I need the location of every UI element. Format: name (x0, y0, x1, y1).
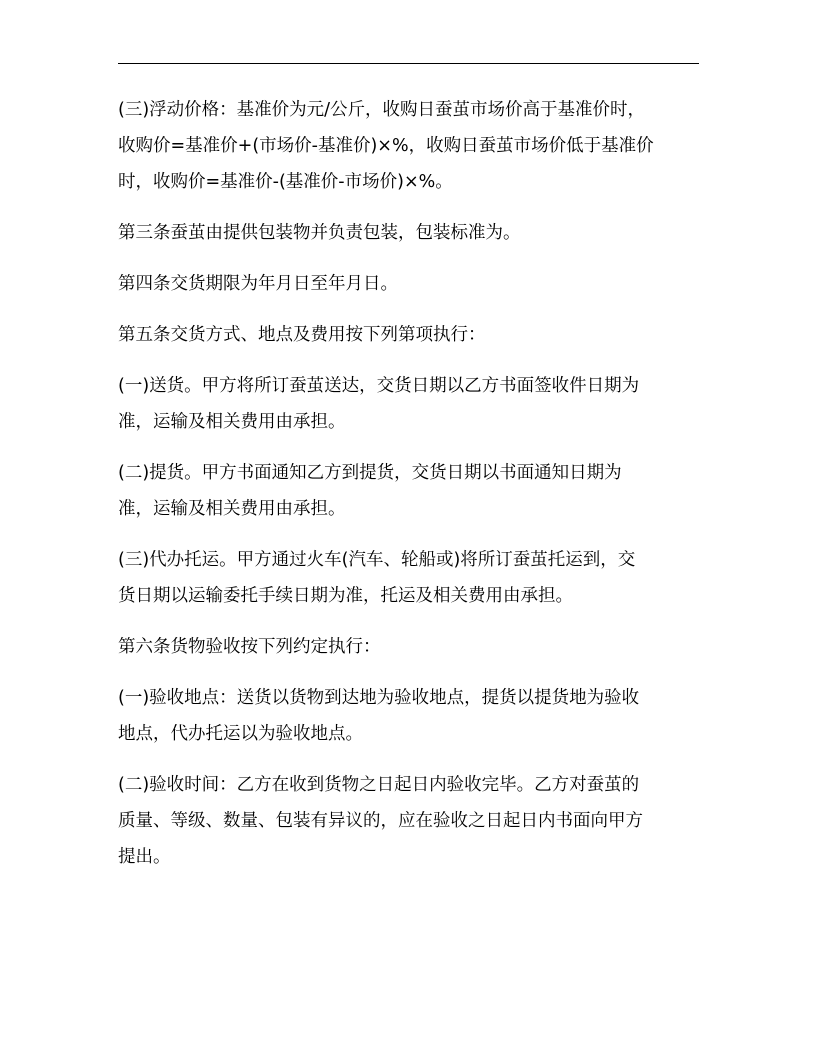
text-line: (三)代办托运。甲方通过火车(汽车、轮船或)将所订蚕茧托运到，交 (118, 550, 636, 570)
text-line: 时，收购价=基准价-(基准价-市场价)×%。 (118, 172, 453, 192)
text-line: 准，运输及相关费用由承担。 (118, 499, 346, 519)
paragraph-delivery (118, 368, 699, 440)
text-line: (二)验收时间：乙方在收到货物之日起日内验收完毕。乙方对蚕茧的 (118, 775, 640, 795)
text-line: (三)浮动价格：基准价为元/公斤，收购日蚕茧市场价高于基准价时， (118, 100, 646, 120)
paragraph-article-4 (118, 266, 699, 302)
text-line: (二)提货。甲方书面通知乙方到提货，交货日期以书面通知日期为 (118, 463, 622, 483)
text-line: 货日期以运输委托手续日期为准，托运及相关费用由承担。 (118, 586, 573, 606)
text-line: 第六条货物验收按下列约定执行： (118, 637, 381, 657)
paragraph-consignment (118, 542, 699, 614)
paragraph-article-3 (118, 215, 699, 251)
text-line: 地点，代办托运以为验收地点。 (118, 724, 363, 744)
paragraph-pickup (118, 455, 699, 527)
paragraph-floating-price (118, 92, 699, 200)
text-line: 准，运输及相关费用由承担。 (118, 412, 346, 432)
paragraph-article-6 (118, 629, 699, 665)
header-rule (118, 63, 699, 64)
text-line: (一)送货。甲方将所订蚕茧送达，交货日期以乙方书面签收件日期为 (118, 376, 640, 396)
document-body (118, 92, 699, 890)
text-line: (一)验收地点：送货以货物到达地为验收地点，提货以提货地为验收 (118, 688, 640, 708)
text-line: 第五条交货方式、地点及费用按下列第项执行： (118, 325, 486, 345)
text-line: 第四条交货期限为年月日至年月日。 (118, 274, 398, 294)
text-line: 收购价=基准价+(市场价-基准价)×%，收购日蚕茧市场价低于基准价 (118, 136, 654, 156)
paragraph-article-5 (118, 317, 699, 353)
text-line: 第三条蚕茧由提供包装物并负责包装，包装标准为。 (118, 223, 521, 243)
paragraph-inspection-place (118, 680, 699, 752)
text-line: 提出。 (118, 847, 171, 867)
paragraph-inspection-time (118, 767, 699, 875)
text-line: 质量、等级、数量、包装有异议的，应在验收之日起日内书面向甲方 (118, 811, 643, 831)
